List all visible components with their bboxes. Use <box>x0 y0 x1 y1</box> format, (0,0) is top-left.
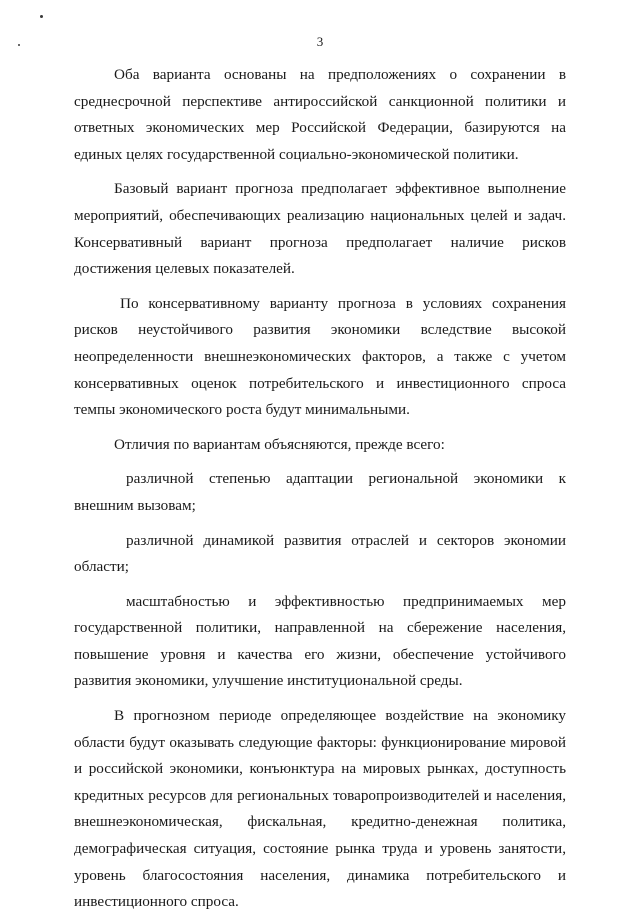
paragraph-scenario-assumptions: Оба варианта основаны на предположениях о сохранении в среднесрочной перспективе антироссийской санкционной политики и ответных экономических мер Российской Федерации, базируются на единых целях государственной социально-экономической политики. <box>74 66 566 163</box>
page-number: 3 <box>316 34 324 49</box>
paragraph-differences-intro: Отличия по вариантам объясняются, прежде всего: <box>114 435 445 453</box>
document-body <box>74 62 566 924</box>
list-item-adaptation: различной степенью адаптации региональной экономики к внешним вызовам; <box>74 470 566 514</box>
paragraph-base-variant: Базовый вариант прогноза предполагает эффективное выполнение мероприятий, обеспечивающих реализацию национальных целей и задач. Консервативный вариант прогноза предполагает наличие рисков достижения целевых показателей. <box>74 180 566 278</box>
list-item-policy: масштабностью и эффективностью предпринимаемых мер государственной политики, направленной на сбережение населения, повышение уровня и качества его жизни, обеспечение устойчивого развития экономики, улучшение институциональной среды. <box>74 592 566 690</box>
paragraph-forecast-factors: В прогнозном периоде определяющее воздействие на экономику области будут оказывать следующие факторы: функционирование мировой и российской экономики, конъюнктура на мировых рынках, доступность кредитных ресурсов для региональных товаропроизводителей и населения, внешнеэкономическая, фискальная, кредитно-денежная политика, демографическая ситуация, состояние рынка труда и уровень занятости, уровень благосостояния населения, динамика потребительского и инвестиционного спроса. <box>74 707 566 911</box>
list-item-dynamics: различной динамикой развития отраслей и секторов экономии области; <box>74 531 566 576</box>
scan-speck <box>40 15 43 18</box>
paragraph-conservative-variant: По консервативному варианту прогноза в условиях сохранения рисков неустойчивого развития экономики вследствие высокой неопределенности внешнеэкономических факторов, а также с учетом консервативных оценок потребительского и инвестиционного спроса темпы экономического роста будут минимальными. <box>74 294 566 419</box>
